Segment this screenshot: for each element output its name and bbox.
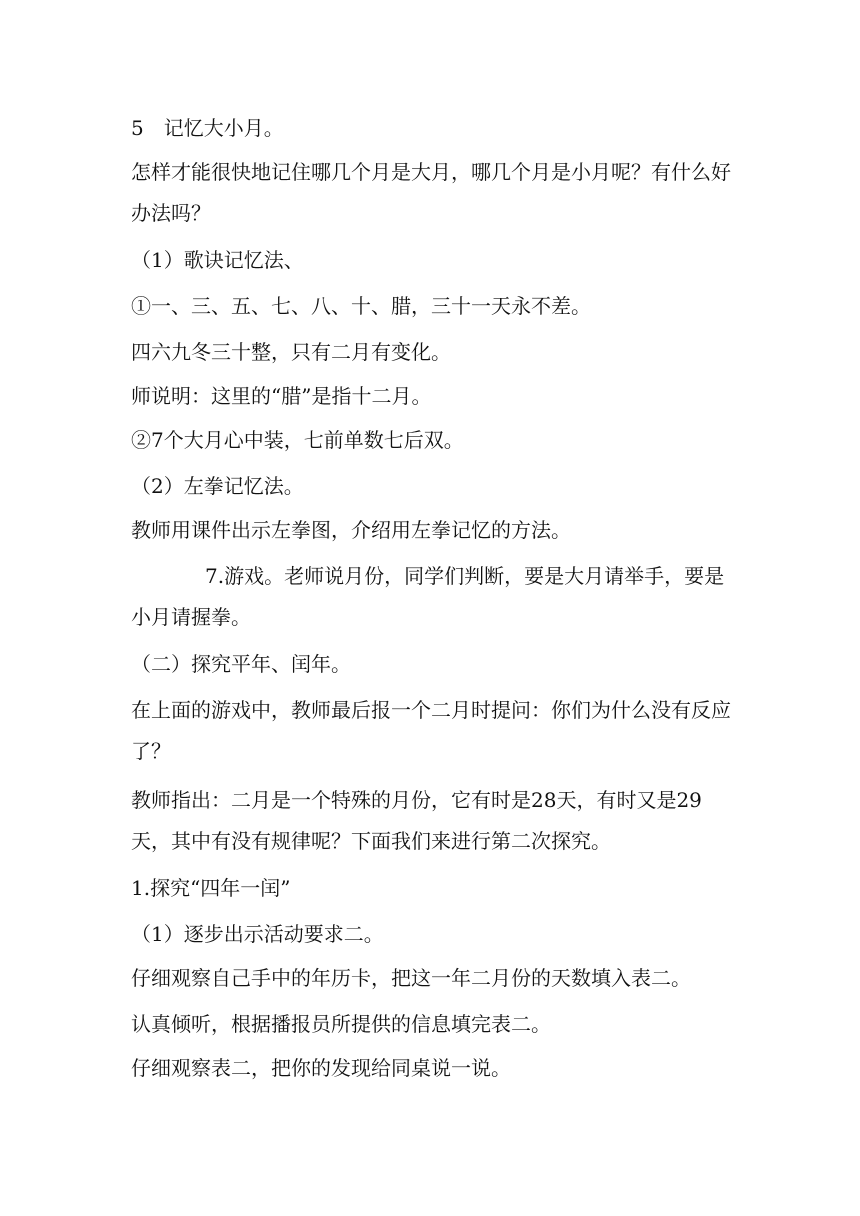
paragraph-observe-card: 仔细观察自己手中的年历卡，把这一年二月份的天数填入表二。 xyxy=(131,966,691,990)
subheading-four-year-leap: 1.探究“四年一闰” xyxy=(131,876,291,900)
paragraph-share-findings: 仔细观察表二，把你的发现给同桌说一说。 xyxy=(131,1056,511,1080)
paragraph-question: 怎样才能很快地记住哪几个月是大月，哪几个月是小月呢？有什么好办法吗？ xyxy=(131,160,731,225)
paragraph-listen: 认真倾听，根据播报员所提供的信息填完表二。 xyxy=(131,1012,551,1036)
paragraph-game-question: 在上面的游戏中，教师最后报一个二月时提问：你们为什么没有反应了？ xyxy=(131,698,731,763)
heading-memorize-months: 5 记忆大小月。 xyxy=(131,116,284,140)
paragraph-rhyme-line-2: 四六九冬三十整，只有二月有变化。 xyxy=(131,340,451,364)
paragraph-february-note: 教师指出：二月是一个特殊的月份，它有时是28天，有时又是29天，其中有没有规律呢？下面我们来进行第二次探究。 xyxy=(131,788,702,853)
paragraph-fist-intro: 教师用课件出示左拳图，介绍用左拳记忆的方法。 xyxy=(131,518,571,542)
paragraph-teacher-note: 师说明：这里的“腊”是指十二月。 xyxy=(131,384,432,408)
subheading-rhyme-method: （1）歌诀记忆法、 xyxy=(131,248,304,272)
section-heading-leap-year: （二）探究平年、闰年。 xyxy=(131,652,351,676)
paragraph-game: 7.游戏。老师说月份，同学们判断，要是大月请举手，要是小月请握拳。 xyxy=(131,564,725,629)
paragraph-rhyme-line-1: ①一、三、五、七、八、十、腊，三十一天永不差。 xyxy=(131,294,591,318)
subheading-activity-two: （1）逐步出示活动要求二。 xyxy=(131,922,384,946)
subheading-fist-method: （2）左拳记忆法。 xyxy=(131,474,304,498)
paragraph-rhyme-line-3: ②7个大月心中装，七前单数七后双。 xyxy=(131,428,464,452)
